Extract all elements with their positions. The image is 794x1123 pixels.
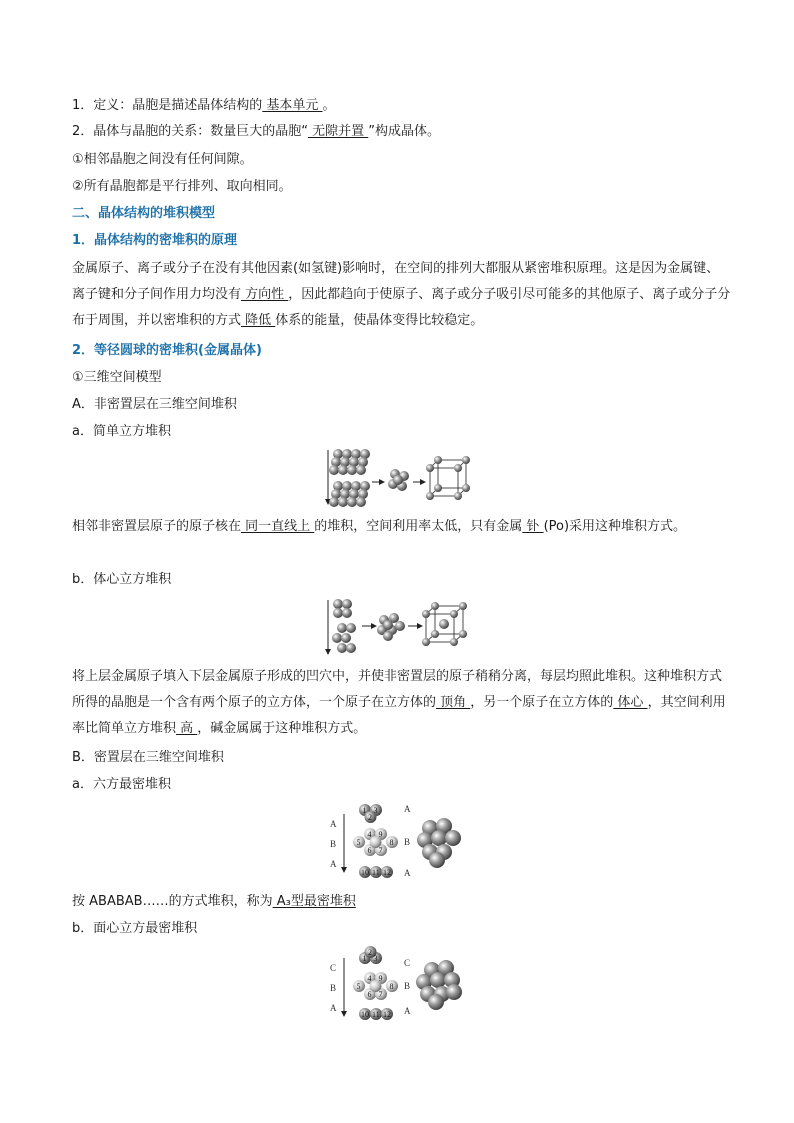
bcc-top-layer: [333, 599, 352, 618]
svg-text:1: 1: [362, 806, 367, 815]
svg-text:12: 12: [383, 868, 391, 877]
fcc-bottom-layer: [359, 1008, 393, 1020]
simple-cubic-figure: [322, 446, 472, 508]
layer-label: A: [330, 819, 337, 829]
blank-answer: 体心: [613, 695, 648, 710]
layer-label: A: [404, 804, 411, 814]
hcp-label: a．六方最密堆积: [72, 777, 171, 792]
svg-text:7: 7: [378, 990, 383, 999]
layer-label: A: [404, 1006, 411, 1016]
layer-label: B: [330, 839, 337, 849]
fcc-top-layer: [359, 946, 382, 964]
simple-cubic-label: a．简单立方堆积: [72, 424, 171, 439]
blank-answer: A₃型最密堆积: [272, 894, 356, 909]
relation-line: 2．晶体与晶胞的关系：数量巨大的晶胞“ 无隙并置 ”构成晶体。: [72, 124, 441, 139]
blank-answer: 钋: [522, 519, 544, 534]
blank-answer: 顶角: [436, 695, 471, 710]
svg-text:6: 6: [367, 990, 372, 999]
layer-label: B: [330, 983, 337, 993]
svg-text:6: 6: [367, 846, 372, 855]
svg-text:7: 7: [378, 846, 383, 855]
nonclose-stacking-label: A．非密置层在三维空间堆积: [72, 397, 237, 412]
svg-text:2: 2: [368, 813, 372, 822]
svg-text:1: 1: [362, 954, 367, 963]
principle-paragraph: 金属原子、离子或分子在没有其他因素(如氢键)影响时，在空间的排列大都服从紧密堆积原理。这是因为金属键、离子键和分子间作用力均没有 方向性 ，因此都趋向于使原子、离子或分子吸引尽可能多的其他原子、离子或分子分布于周围，并以密堆积的方式 降低 体系的能量，使晶体变得比较稳定。: [72, 261, 731, 328]
layer-label: C: [330, 963, 337, 973]
layer-label: B: [404, 981, 411, 991]
svg-text:2: 2: [368, 948, 372, 957]
svg-text:10: 10: [361, 1010, 369, 1019]
close-stacking-label: B．密置层在三维空间堆积: [72, 750, 224, 765]
model-3d-label: ①三维空间模型: [72, 370, 162, 385]
fcc-label: b．面心立方最密堆积: [72, 921, 198, 936]
layer-label: A: [404, 868, 411, 878]
blank-answer: 同一直线上: [241, 519, 315, 534]
section-heading: 二、晶体结构的堆积模型: [72, 206, 216, 221]
sc-bottom-layer: [329, 481, 370, 507]
bcc-figure: [322, 596, 472, 658]
bcc-cluster: [377, 613, 405, 641]
layer-label: A: [330, 859, 337, 869]
svg-text:11: 11: [372, 1010, 380, 1019]
bcc-bottom-layer: [332, 623, 356, 653]
svg-text:5: 5: [356, 982, 361, 991]
bcc-paragraph: 将上层金属原子填入下层金属原子形成的凹穴中，并使非密置层的原子稍稍分离，每层均照此堆积。这种堆积方式所得的晶胞是一个含有两个原子的立方体，一个原子在立方体的 顶角 ，另一个原子在立方体的 体心 ，其空间利用率比简单立方堆积 高 ，碱金属属于这种堆积方式。: [72, 669, 726, 736]
svg-text:5: 5: [356, 838, 361, 847]
hcp-middle-layer: [353, 828, 398, 856]
svg-text:11: 11: [372, 868, 380, 877]
svg-text:4: 4: [367, 974, 372, 983]
sc-cluster: [388, 469, 409, 491]
subsection-title-2: 2．等径圆球的密堆积(金属晶体): [72, 343, 262, 358]
svg-text:3: 3: [373, 806, 378, 815]
hcp-top-layer: [359, 804, 382, 823]
svg-text:9: 9: [378, 974, 383, 983]
blank-answer: 基本单元: [262, 98, 323, 113]
svg-text:8: 8: [389, 838, 394, 847]
svg-text:12: 12: [383, 1010, 391, 1019]
simple-cubic-paragraph: 相邻非密置层原子的原子核在 同一直线上 的堆积，空间利用率太低，只有金属 钋 (Po)采用这种堆积方式。: [72, 519, 687, 534]
note-2: ②所有晶胞都是平行排列、取向相同。: [72, 179, 292, 194]
blank-answer: 无隙并置: [308, 124, 369, 139]
note-1: ①相邻晶胞之间没有任何间隙。: [72, 152, 253, 167]
sc-top-layer: [329, 449, 370, 475]
layer-label: A: [330, 1003, 337, 1013]
subsection-title-1: 1．晶体结构的密堆积的原理: [72, 233, 238, 248]
blank-answer: 降低: [241, 313, 276, 328]
definition-line: 1．定义：晶胞是描述晶体结构的 基本单元 。: [72, 98, 336, 113]
hcp-paragraph: 按 ABABAB……的方式堆积，称为 A₃型最密堆积: [72, 894, 356, 909]
fcc-middle-layer: [353, 972, 398, 1000]
hcp-bottom-layer: [359, 866, 393, 878]
svg-text:10: 10: [361, 868, 369, 877]
fcc-cluster: [416, 960, 462, 1010]
layer-label: B: [404, 837, 411, 847]
svg-text:9: 9: [378, 830, 383, 839]
layer-label: C: [404, 958, 411, 968]
svg-text:8: 8: [389, 982, 394, 991]
hcp-cluster: [417, 818, 461, 868]
blank-answer: 方向性: [241, 287, 289, 302]
svg-text:4: 4: [367, 830, 372, 839]
svg-text:3: 3: [373, 954, 378, 963]
fcc-figure: [326, 944, 468, 1030]
hcp-figure: [326, 800, 468, 886]
bcc-label: b．体心立方堆积: [72, 572, 172, 587]
blank-answer: 高: [176, 721, 198, 736]
